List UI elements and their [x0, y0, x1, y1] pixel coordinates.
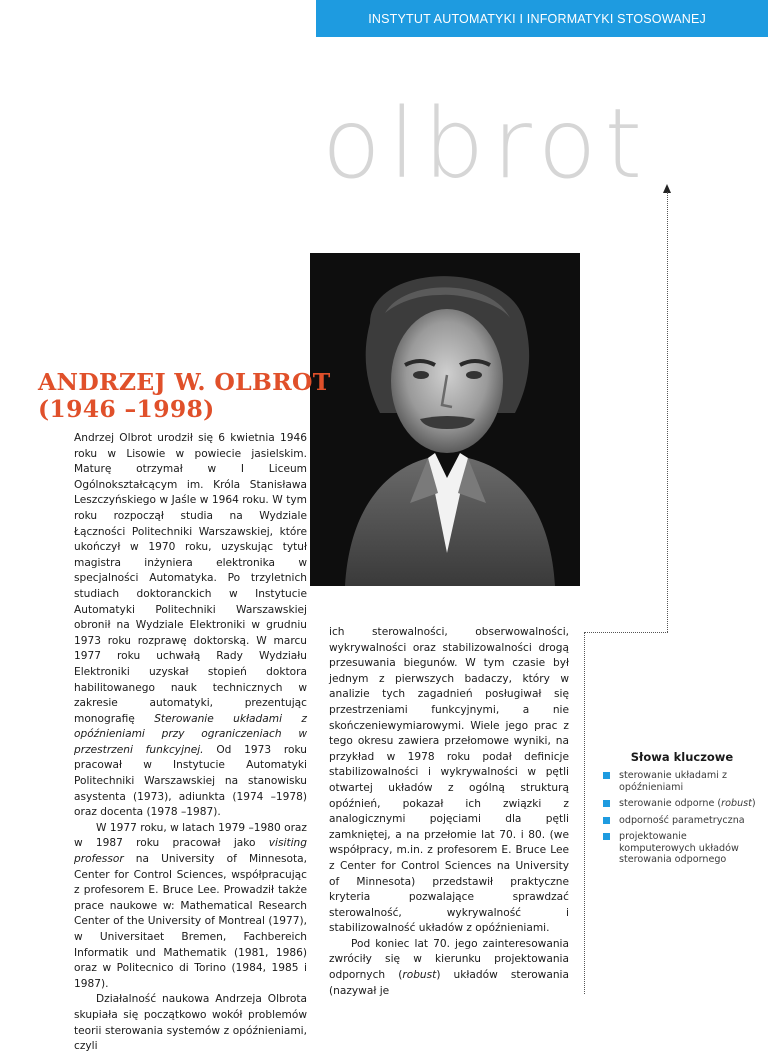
keywords-box [602, 750, 762, 871]
institute-banner [316, 0, 768, 37]
dotted-margin-line [584, 632, 585, 994]
paragraph-1 [74, 431, 307, 821]
monograph-title: Sterowanie układami z opóźnieniami przy ograniczeniach w przestrzeni funkcyjnej. [74, 712, 307, 756]
paragraph-2 [74, 821, 307, 993]
keyword-item [602, 770, 762, 793]
keyword-text: projektowanie komputerowych układów sterowania odpornego [619, 831, 739, 865]
text-run: ich sterowalności, obserwowalności, wykrywalności oraz stabilizowalności drogą przesuwania biegunów. W tym czasie był jednym z pierwszych badaczy, który w analizie tych zagadnień posługiwał się przestrzeniami funkcyjnymi, a nie skończeniewymiarowymi. Wiele jego prac z tego okresu zawiera przełomowe wyniki, na przykład w 1978 roku podał definicje stabilizowalności i wykrywalności w pętli otwartej układów z ogólną strukturą opóźnień, pokazał ich związki z analogicznymi pojęciami dla pętli zamkniętej, a na przełomie lat 70. i 80. (we współpracy, m.in. z profesorem E. Bruce Lee z Center for Control Sciences na University of Minnesota) przedstawił praktyczne kryteria pozwalające sprawdzać sterowalność, wykrywalność i stabilizowalność układów z opóźnieniami. [329, 626, 569, 935]
institute-name: INSTYTUT AUTOMATYKI I INFORMATYKI STOSOWANEJ [368, 11, 706, 26]
person-name: ANDRZEJ W. OLBROT [38, 368, 331, 396]
keywords-title: Słowa kluczowe [630, 750, 734, 764]
keyword-text: sterowanie odporne ( [619, 798, 722, 809]
emphasis-text: visiting professor [74, 837, 307, 866]
keyword-text: odporność parametryczna [619, 814, 745, 826]
keyword-item [602, 815, 762, 827]
paragraph-4 [329, 625, 569, 937]
portrait-photo [310, 253, 580, 586]
text-run: ) układów sterowania (nazywał je [329, 969, 569, 997]
article-column-1 [74, 431, 307, 1055]
article-column-2 [329, 625, 569, 999]
dotted-connector [584, 632, 668, 633]
article-title [38, 369, 331, 423]
person-years: (1946 –1998) [38, 395, 215, 423]
keyword-item [602, 831, 762, 866]
portrait-illustration [310, 253, 580, 586]
text-run: Andrzej Olbrot urodził się 6 kwietnia 1946 roku w Lisowie w powiecie jasielskim. Maturę otrzymał w I Liceum Ogólnokształcącym im. Króla Stanisława Leszczyńskiego w Jaśle w 1964 roku. W tym roku rozpoczął studia na Wydziale Łączności Politechniki Warszawskiej, które ukończył w 1970 roku, uzyskując tytuł magistra inżyniera elektronika w specjalności Automatyka. Po trzyletnich studiach doktoranckich w Instytucie Automatyki Politechniki Warszawskiej obronił na Wydziale Elektroniki w grudniu 1973 roku rozprawę doktorską. W marcu 1977 roku uchwałą Rady Wydziału Elektroniki uzyskał stopień doktora habilitowanego nauk technicznych w zakresie automatyki, prezentując monografię [74, 432, 307, 725]
square-bullet-icon [603, 833, 610, 840]
paragraph-3 [74, 992, 307, 1054]
keyword-emphasis: robust [721, 798, 752, 809]
text-run: Pod koniec lat 70. jego zainteresowania zwróciły się w kierunku projektowania odpornych ( [329, 937, 569, 982]
square-bullet-icon [603, 800, 610, 807]
text-run: Od 1973 roku pracował w Instytucie Automatyki Politechniki Warszawskiej na stanowisku asystenta (1973), adiunkta (1974 –1978) oraz docenta (1978 –1987). [74, 743, 307, 819]
keyword-text: ) [751, 798, 756, 809]
square-bullet-icon [603, 817, 610, 824]
text-run: W 1977 roku, w latach 1979 –1980 oraz w 1987 roku pracował jako [74, 821, 307, 850]
keywords-list [602, 770, 762, 866]
emphasis-text: robust [402, 969, 437, 982]
square-bullet-icon [603, 772, 610, 779]
text-run: Działalność naukowa Andrzeja Olbrota skupiała się początkowo wokół problemów teorii sterowania systemów z opóźnieniami, czyli [74, 993, 307, 1053]
text-run: na University of Minnesota, Center for Control Sciences, współpracując z profesorem E. Bruce Lee. Prowadził także prace naukowe w: Mathematical Research Center of the University of Montreal (1977), w Universitaet Bremen, Fachbereich Informatik und Mathematik (1981, 1986) oraz w Politecnico di Torino (1984, 1985 i 1987). [74, 853, 307, 990]
dotted-arrow-line [667, 192, 668, 632]
surname-watermark: olbrot [322, 88, 651, 200]
keyword-text: sterowanie układami z opóźnieniami [619, 770, 727, 793]
keyword-item [602, 798, 762, 810]
paragraph-5 [329, 937, 569, 999]
